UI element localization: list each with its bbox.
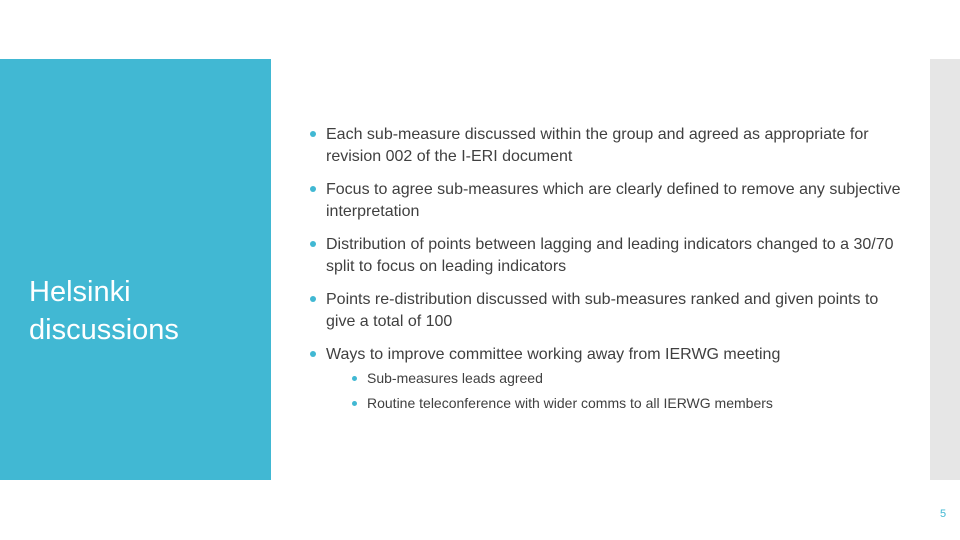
sub-bullet-text: Sub-measures leads agreed: [367, 370, 543, 386]
bullet-dot-icon: [310, 241, 316, 247]
bullet-text: Points re-distribution discussed with sub-measures ranked and given points to give a total of 100: [326, 291, 879, 330]
sub-bullet-dot-icon: [352, 376, 357, 381]
sub-bullet-text: Routine teleconference with wider comms to all IERWG members: [367, 395, 773, 411]
bullet-text: Ways to improve committee working away from IERWG meeting: [326, 346, 781, 363]
bullet-item: [307, 344, 907, 366]
title-panel: [0, 59, 271, 480]
bullet-item: [307, 124, 907, 168]
bullet-dot-icon: [310, 131, 316, 137]
page-number: 5: [940, 508, 947, 520]
bullet-list: [307, 124, 907, 416]
bullet-text: Focus to agree sub-measures which are clearly defined to remove any subjective interpretation: [326, 181, 901, 220]
slide-title: Helsinki discussions: [29, 276, 179, 346]
bullet-dot-icon: [310, 186, 316, 192]
bullet-dot-icon: [310, 351, 316, 357]
bullet-text: Each sub-measure discussed within the group and agreed as appropriate for revision 002 of the I-ERI document: [326, 126, 869, 165]
sub-bullet-dot-icon: [352, 401, 357, 406]
sub-bullet-item: [307, 391, 907, 416]
bullet-item: [307, 289, 907, 333]
sub-bullet-list: [307, 366, 907, 416]
right-decorative-strip: [930, 59, 960, 480]
bullet-text: Distribution of points between lagging and leading indicators changed to a 30/70 split to focus on leading indicators: [326, 236, 894, 275]
bullet-dot-icon: [310, 296, 316, 302]
bullet-item: [307, 179, 907, 223]
bullet-item: [307, 234, 907, 278]
sub-bullet-item: [307, 366, 907, 391]
